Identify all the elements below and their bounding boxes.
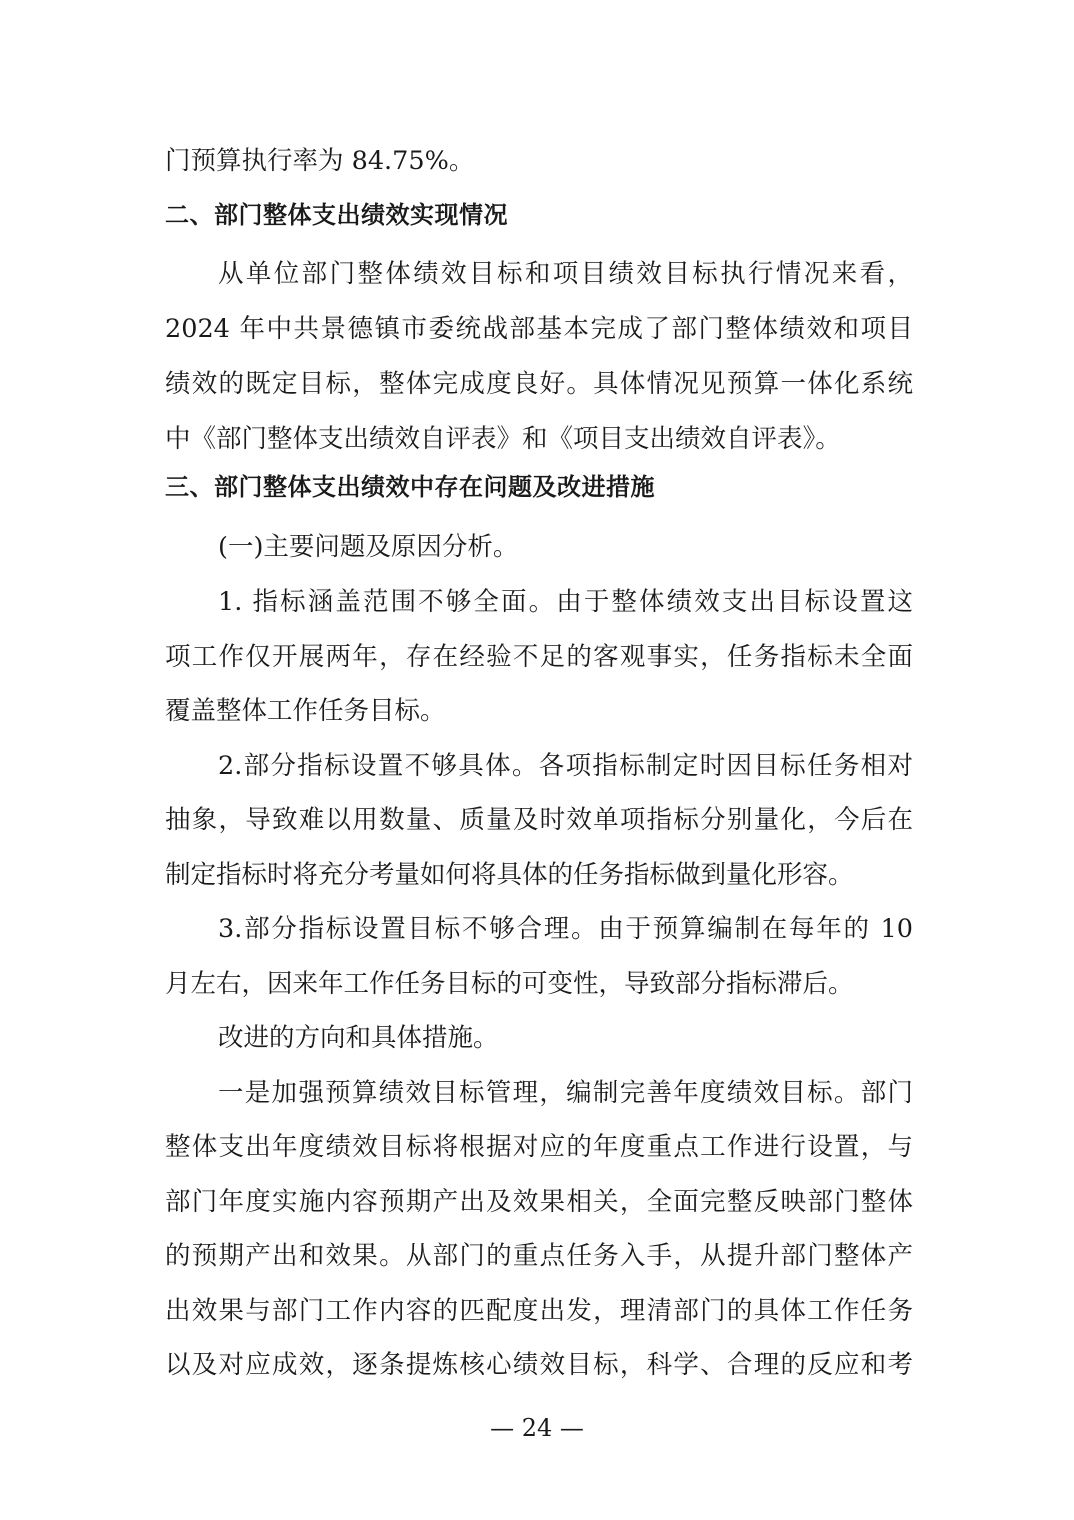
body-text-line: 2024 年中共景德镇市委统战部基本完成了部门整体绩效和项目 xyxy=(165,314,913,344)
body-text-line: 制定指标时将充分考量如何将具体的任务指标做到量化形容。 xyxy=(165,860,854,890)
body-text-line: 项工作仅开展两年，存在经验不足的客观事实，任务指标未全面 xyxy=(165,642,913,672)
body-text-line: 中《部门整体支出绩效自评表》和《项目支出绩效自评表》。 xyxy=(165,424,841,454)
body-text-line: 抽象，导致难以用数量、质量及时效单项指标分别量化，今后在 xyxy=(165,805,913,835)
body-text-line: 绩效的既定目标，整体完成度良好。具体情况见预算一体化系统 xyxy=(165,369,913,399)
body-text-line: 从单位部门整体绩效目标和项目绩效目标执行情况来看， xyxy=(218,259,913,289)
body-text-line: 改进的方向和具体措施。 xyxy=(218,1023,499,1053)
body-text-line: 部门年度实施内容预期产出及效果相关，全面完整反映部门整体 xyxy=(165,1187,913,1217)
subsection-heading: (一)主要问题及原因分析。 xyxy=(218,532,519,562)
section-heading-3: 三、部门整体支出绩效中存在问题及改进措施 xyxy=(165,473,655,501)
body-text-line: 一是加强预算绩效目标管理，编制完善年度绩效目标。部门 xyxy=(218,1078,913,1108)
body-text-line: 出效果与部门工作内容的匹配度出发，理清部门的具体工作任务 xyxy=(165,1296,913,1326)
body-text-line: 以及对应成效，逐条提炼核心绩效目标，科学、合理的反应和考 xyxy=(165,1350,913,1380)
body-text-line: 门预算执行率为 84.75%。 xyxy=(165,146,475,176)
section-heading-2: 二、部门整体支出绩效实现情况 xyxy=(165,201,508,229)
body-text-line: 整体支出年度绩效目标将根据对应的年度重点工作进行设置，与 xyxy=(165,1132,913,1162)
body-text-line: 的预期产出和效果。从部门的重点任务入手，从提升部门整体产 xyxy=(165,1241,913,1271)
body-text-line: 月左右，因来年工作任务目标的可变性，导致部分指标滞后。 xyxy=(165,969,854,999)
body-text-line: 3.部分指标设置目标不够合理。由于预算编制在每年的 10 xyxy=(218,914,913,944)
body-text-line: 覆盖整体工作任务目标。 xyxy=(165,696,446,726)
page-number: — 24 — xyxy=(490,1414,584,1442)
body-text-line: 2.部分指标设置不够具体。各项指标制定时因目标任务相对 xyxy=(218,751,913,781)
body-text-line: 1. 指标涵盖范围不够全面。由于整体绩效支出目标设置这 xyxy=(218,587,913,617)
